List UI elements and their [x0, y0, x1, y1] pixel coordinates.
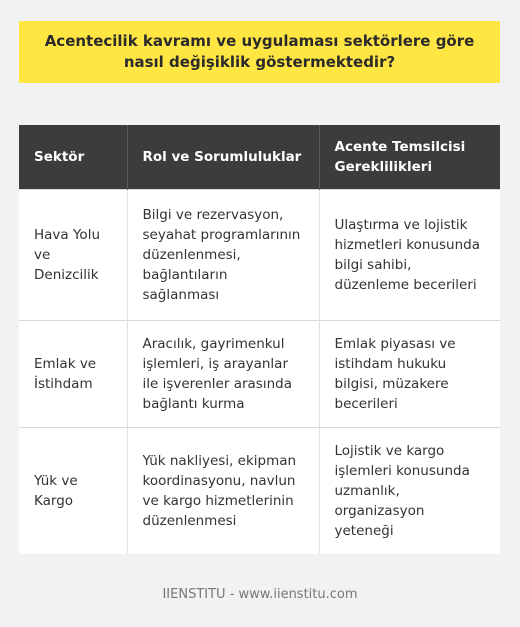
- cell-roles: Bilgi ve rezervasyon, seyahat programlarının düzenlenmesi, bağlantıların sağlanması: [127, 190, 319, 321]
- cell-roles: Yük nakliyesi, ekipman koordinasyonu, navlun ve kargo hizmetlerinin düzenlenmesi: [127, 428, 319, 555]
- cell-requirements: Ulaştırma ve lojistik hizmetleri konusunda bilgi sahibi, düzenleme becerileri: [319, 190, 500, 321]
- cell-requirements: Emlak piyasası ve istihdam hukuku bilgisi, müzakere becerileri: [319, 321, 500, 428]
- cell-sector: Yük ve Kargo: [19, 428, 127, 555]
- cell-sector: Hava Yolu ve Denizcilik: [19, 190, 127, 321]
- table-header-row: [19, 125, 500, 190]
- cell-roles: Aracılık, gayrimenkul işlemleri, iş arayanlar ile işverenler arasında bağlantı kurma: [127, 321, 319, 428]
- sector-table: [19, 125, 500, 554]
- page-title: Acentecilik kavramı ve uygulaması sektörlere göre nasıl değişiklik göstermektedir?: [44, 32, 475, 71]
- table-row: [19, 190, 500, 321]
- header-roles: Rol ve Sorumluluklar: [127, 125, 319, 190]
- header-sector: Sektör: [19, 125, 127, 190]
- table-row: [19, 428, 500, 555]
- table-row: [19, 321, 500, 428]
- cell-requirements: Lojistik ve kargo işlemleri konusunda uzmanlık, organizasyon yeteneği: [319, 428, 500, 555]
- footer-credit: IIENSTITU - www.iienstitu.com: [162, 587, 358, 602]
- cell-sector: Emlak ve İstihdam: [19, 321, 127, 428]
- sector-table-container: [19, 125, 500, 554]
- title-banner: [19, 21, 500, 83]
- header-requirements: Acente Temsilcisi Gereklilikleri: [319, 125, 500, 190]
